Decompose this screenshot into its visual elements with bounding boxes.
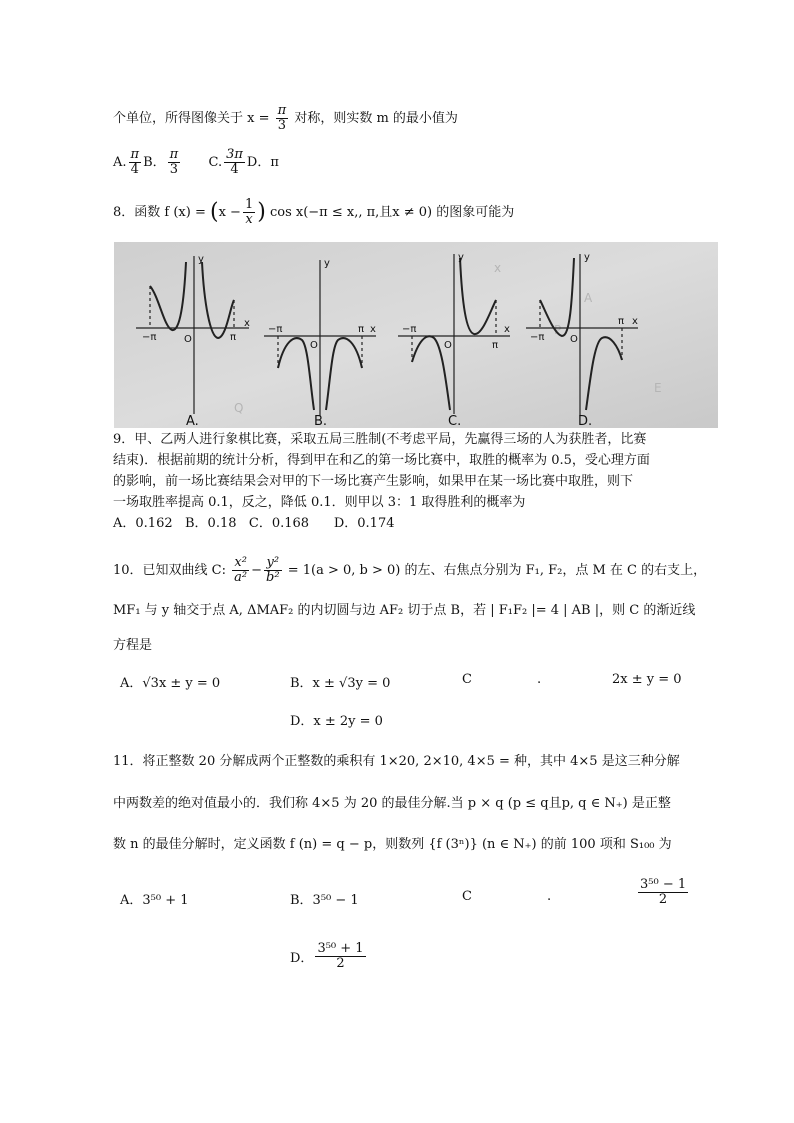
q7-frac-num: π <box>277 103 287 118</box>
q8-graph-photo <box>114 242 718 428</box>
q7-opt-b-num: π <box>169 147 179 162</box>
q10-frac2-den: b² <box>266 570 280 585</box>
panel-c-y: y <box>458 252 464 263</box>
q8-stem-a: 8．函数 f (x) = <box>113 205 206 220</box>
panel-d-origin: O <box>570 334 578 345</box>
q11-option-c-label: C <box>462 889 472 904</box>
q7-opt-a-den: 4 <box>130 162 139 177</box>
q7-opt-a-label: A. <box>113 155 127 170</box>
q9-line-2: 结束)．根据前期的统计分析，得到甲在和乙的第一场比赛中，取胜的概率为 0.5，受心理方面 <box>113 453 650 468</box>
q7-frac-den: 3 <box>277 118 287 133</box>
q10-option-b: B．x ± √3y = 0 <box>290 676 391 691</box>
q11-opt-d-frac <box>315 942 365 971</box>
q10-option-c: 2x ± y = 0 <box>612 672 682 687</box>
q10-stem-b: = 1(a > 0, b > 0) 的左、右焦点分别为 F₁, F₂，点 M 在 C 的右支上， <box>287 563 707 578</box>
svg-text:Q: Q <box>234 401 244 415</box>
q11-line-3: 数 n 的最佳分解时，定义函数 f (n) = q − p，则数列 {f (3ⁿ)} (n ∈ N₊) 的前 100 项和 S₁₀₀ 为 <box>113 837 672 852</box>
panel-b-pi: π <box>358 324 365 335</box>
q7-opt-b-den: 3 <box>169 162 179 177</box>
q9-line-4: 一场取胜率提高 0.1，反之，降低 0.1．则甲以 3：1 取得胜利的概率为 <box>113 495 526 510</box>
q11-line-1: 11．将正整数 20 分解成两个正整数的乘积有 1×20, 2×10, 4×5 = 种，其中 4×5 是这三种分解 <box>113 754 680 769</box>
q11-opt-c-num: 3⁵⁰ − 1 <box>640 877 687 892</box>
q11-option-c <box>636 878 690 907</box>
q10-option-d: D．x ± 2y = 0 <box>290 714 383 729</box>
svg-text:A: A <box>584 291 593 305</box>
q11-option-a: A．3⁵⁰ + 1 <box>120 893 189 908</box>
panel-d-neg-pi: −π <box>530 332 545 343</box>
q7-options <box>113 148 279 177</box>
q8-stem-b: cos x(−π ≤ x,, π,且x ≠ 0) 的图象可能为 <box>269 205 515 220</box>
q8-paren-num: 1 <box>244 197 254 212</box>
panel-a-x: x <box>244 318 250 329</box>
panel-d-y: y <box>584 252 590 263</box>
q9-line-1: 9．甲、乙两人进行象棋比赛，采取五局三胜制(不考虑平局，先赢得三场的人为获胜者，比赛 <box>113 432 647 447</box>
photo-bg <box>114 242 718 428</box>
panel-c-origin: O <box>444 340 452 351</box>
panel-c-x: x <box>504 324 510 335</box>
q10-option-a: A．√3x ± y = 0 <box>120 676 221 691</box>
q7-opt-c-frac <box>224 148 245 177</box>
q7-opt-d: D．π <box>246 155 279 170</box>
q10-option-c-dot: . <box>537 672 542 687</box>
q7-stem-b: 对称，则实数 m 的最小值为 <box>294 111 458 126</box>
q7-opt-a-num: π <box>130 147 140 162</box>
svg-text:E: E <box>654 381 662 395</box>
q7-fraction <box>276 104 289 133</box>
q7-opt-c-den: 4 <box>230 162 239 177</box>
q7-opt-b-label: B． <box>143 155 166 170</box>
q7-opt-b-frac <box>168 148 181 177</box>
q10-option-c-label: C <box>462 672 472 687</box>
panel-a-neg-pi: −π <box>142 332 157 343</box>
svg-text:x: x <box>494 261 502 275</box>
q11-opt-d-label: D． <box>290 951 314 966</box>
q10-frac-2 <box>264 556 282 585</box>
svg-text:P: P <box>554 323 562 337</box>
panel-b-origin: O <box>310 340 318 351</box>
q11-opt-d-den: 2 <box>336 956 345 971</box>
q8-paren-a: x − <box>218 205 241 220</box>
q10-frac1-num: x² <box>232 556 249 571</box>
panel-d-label: D. <box>578 414 593 428</box>
q7-opt-c-label: C. <box>208 155 223 170</box>
panel-a-y: y <box>198 254 204 265</box>
panel-d-x: x <box>632 316 638 327</box>
q8-paren-frac <box>243 198 255 227</box>
panel-d-pi: π <box>618 316 625 327</box>
q10-frac1-den: a² <box>234 570 248 585</box>
q8-stem: 8．函数 f (x) = (x − $\frac{1}{x}$ ) cos x(−π ≤ x,, π,且x ≠ 0) 的图象可能为 <box>113 197 515 227</box>
panel-a-pi: π <box>230 332 237 343</box>
q11-opt-d-num: 3⁵⁰ + 1 <box>317 941 364 956</box>
panel-c-label: C. <box>448 414 462 428</box>
q11-line-2: 中两数差的绝对值最小的．我们称 4×5 为 20 的最佳分解.当 p × q (p ≤ q且p, q ∈ N₊) 是正整 <box>113 796 671 811</box>
q11-option-c-dot: . <box>547 889 552 904</box>
q11-option-d <box>290 942 368 971</box>
q10-line-1 <box>113 556 706 585</box>
q11-option-b: B．3⁵⁰ − 1 <box>290 893 359 908</box>
panel-a-label: A. <box>186 414 199 428</box>
panel-a-origin: O <box>184 334 192 345</box>
q7-opt-a-frac <box>129 148 142 177</box>
q9-options: A．0.162 B．0.18 C．0.168 D．0.174 <box>113 516 395 531</box>
panel-b-x: x <box>370 324 376 335</box>
panel-c-neg-pi: −π <box>402 324 417 335</box>
q10-frac2-num: y² <box>264 556 282 571</box>
q7-stem <box>113 104 458 133</box>
panel-c-pi: π <box>492 340 499 351</box>
panel-b-neg-pi: −π <box>268 324 283 335</box>
q11-opt-c-den: 2 <box>658 892 668 907</box>
panel-b-label: B. <box>314 414 328 428</box>
q10-minus: − <box>251 563 263 578</box>
q8-graph-svg <box>114 242 718 428</box>
q9-line-3: 的影响，前一场比赛结果会对甲的下一场比赛产生影响，如果甲在某一场比赛中取胜，则下 <box>113 474 634 489</box>
q10-frac-1 <box>232 556 249 585</box>
q11-opt-c-frac <box>638 878 688 907</box>
q10-line-2: MF₁ 与 y 轴交于点 A, ΔMAF₂ 的内切圆与边 AF₂ 切于点 B，若 | F₁F₂ |= 4 | AB |，则 C 的渐近线 <box>113 603 696 618</box>
q10-line-3: 方程是 <box>113 638 153 653</box>
q8-paren-den: x <box>245 212 253 227</box>
q7-opt-c-num: 3π <box>226 147 243 162</box>
q7-stem-a: 个单位，所得图像关于 x = <box>113 111 270 126</box>
panel-b-y: y <box>324 258 330 269</box>
q10-stem-a: 10．已知双曲线 C: <box>113 563 227 578</box>
